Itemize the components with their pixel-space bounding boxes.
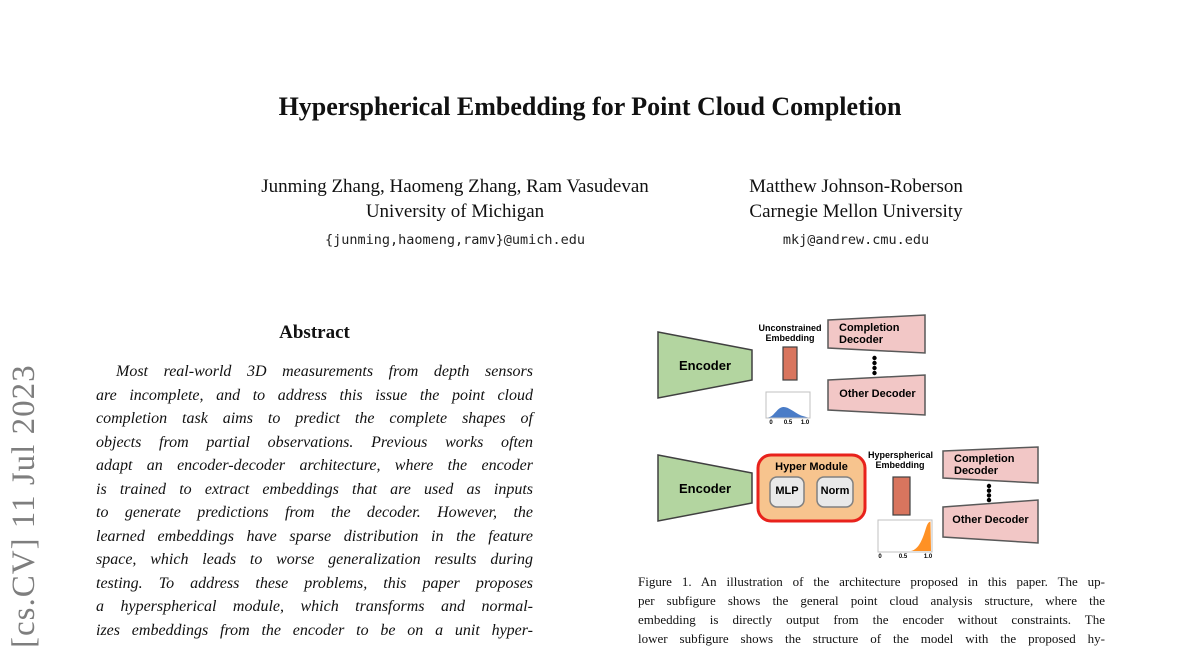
norm-label: Norm xyxy=(820,485,850,497)
mlp-label: MLP xyxy=(775,485,799,497)
author-names: Matthew Johnson-Roberson xyxy=(749,176,963,197)
arxiv-stamp: [cs.CV] 11 Jul 2023 xyxy=(6,364,42,648)
caption-line: per subfigure shows the general point cloud analysis structure, where the xyxy=(638,593,1105,608)
completion-decoder-label-upper: Completion Decoder xyxy=(839,322,900,346)
axis-tick: 0.5 xyxy=(898,554,908,560)
author-affiliation: University of Michigan xyxy=(365,201,545,222)
unconstrained-embedding-bar xyxy=(783,347,797,380)
hyperspherical-embedding-bar xyxy=(893,477,910,515)
caption-line: Figure 1. An illustration of the architecture proposed in this paper. The up- xyxy=(638,574,1105,589)
abstract-line: objects from partial observations. Previous works often xyxy=(96,433,533,451)
page-title: Hyperspherical Embedding for Point Cloud Completion xyxy=(278,92,902,121)
abstract-heading: Abstract xyxy=(279,322,350,343)
figure-1 xyxy=(630,300,1110,572)
axis-tick: 1.0 xyxy=(800,420,810,426)
author-block-right xyxy=(656,174,1056,249)
embedding-label-line2: Embedding xyxy=(765,332,815,343)
abstract-line: adapt an encoder-decoder architecture, where the encoder xyxy=(96,457,533,474)
abstract-line: Most real-world 3D measurements from depth sensors xyxy=(116,363,533,380)
abstract-line: a hyperspherical module, which transforms and normal- xyxy=(96,598,533,615)
embedding-label-line1: Hyperspherical xyxy=(868,450,934,460)
other-decoder-label-lower: Other Decoder xyxy=(952,514,1029,526)
caption-line: embedding is directly output from the encoder without constraints. The xyxy=(638,612,1105,627)
caption-line: lower subfigure shows the structure of the model with the proposed hy- xyxy=(638,631,1105,646)
author-email: {junming,haomeng,ramv}@umich.edu xyxy=(324,232,586,248)
abstract-body xyxy=(96,360,533,642)
axis-tick: 0 xyxy=(769,420,773,426)
author-block-left xyxy=(255,174,655,249)
abstract-line: completion task aims to predict the complete shapes of xyxy=(96,410,533,427)
embedding-label-line2: Embedding xyxy=(875,459,925,470)
author-email: mkj@andrew.cmu.edu xyxy=(782,232,930,248)
abstract-line: testing. To address these problems, this paper proposes xyxy=(96,574,533,592)
completion-decoder-label-lower: Completion Decoder xyxy=(954,453,1015,477)
abstract-line: space, which leads to worse generalization results during xyxy=(96,551,533,568)
abstract-line: are incomplete, and to address this issue the point cloud xyxy=(96,386,533,404)
unconstrained-embedding-label xyxy=(756,324,824,343)
encoder-label-upper: Encoder xyxy=(678,358,731,373)
abstract-line: learned embeddings have sparse distribution in the feature xyxy=(96,527,533,545)
abstract-line: izes embeddings from the encoder to be on a unit hyper- xyxy=(96,621,533,639)
vertical-ellipsis-icon xyxy=(872,356,876,375)
axis-tick: 0 xyxy=(878,554,882,560)
abstract-line: is trained to extract embeddings that are used as inputs xyxy=(96,480,533,498)
figure-1-caption xyxy=(638,572,1105,648)
encoder-label-lower: Encoder xyxy=(678,481,731,496)
other-decoder-label-upper: Other Decoder xyxy=(839,388,916,400)
author-affiliation: Carnegie Mellon University xyxy=(749,201,963,222)
axis-tick: 1.0 xyxy=(923,554,933,560)
hyper-module-label: Hyper Module xyxy=(775,461,848,473)
vertical-ellipsis-icon xyxy=(987,484,991,503)
abstract-line: to generate predictions from the decoder. However, the xyxy=(96,504,533,521)
hyperspherical-embedding-label xyxy=(868,451,932,470)
embedding-label-line1: Unconstrained xyxy=(758,323,822,333)
axis-tick: 0.5 xyxy=(783,420,793,426)
author-names: Junming Zhang, Haomeng Zhang, Ram Vasudevan xyxy=(261,176,649,197)
